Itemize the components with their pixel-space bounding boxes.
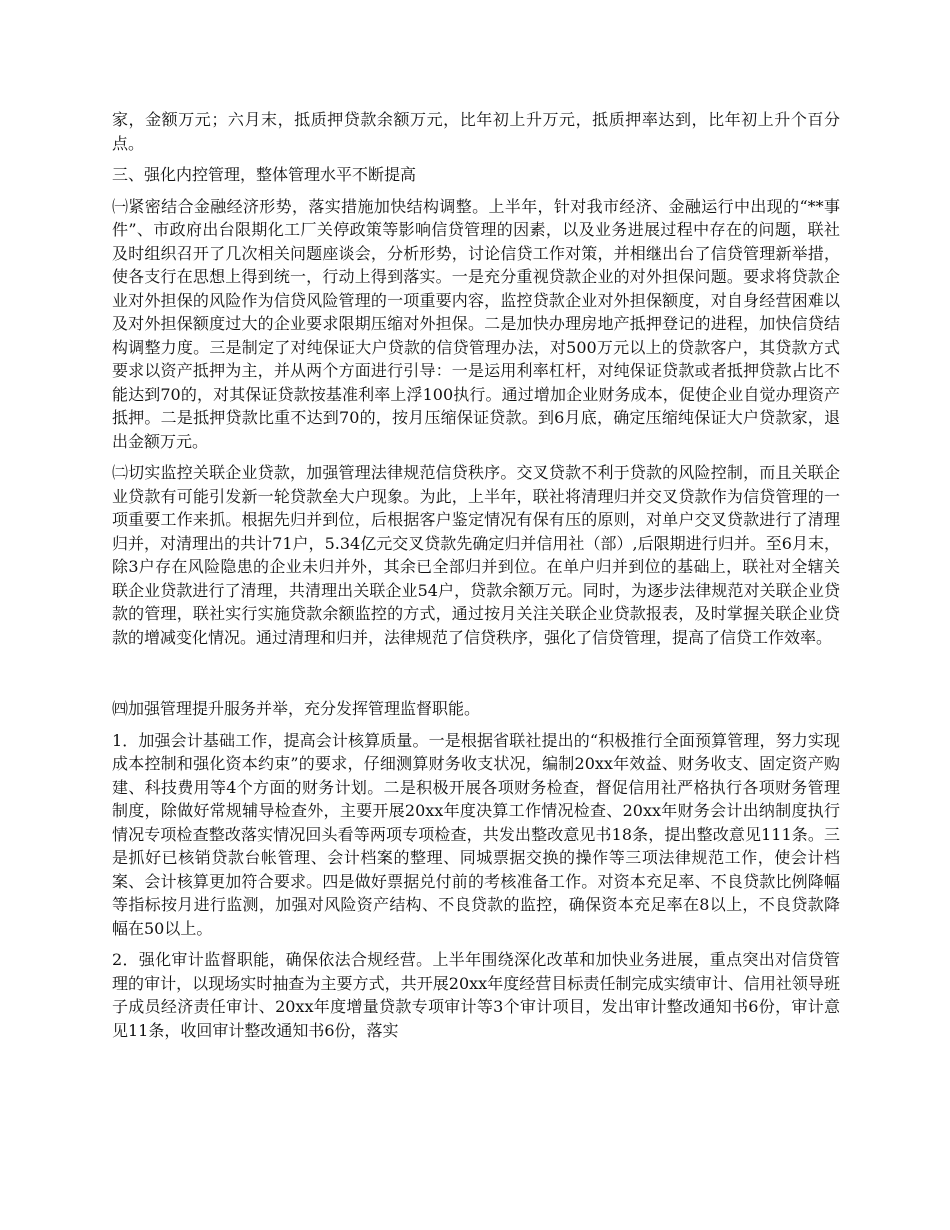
paragraph-structure-adjustment: ㈠紧密结合金融经济形势，落实措施加快结构调整。上半年，针对我市经济、金融运行中出现的“**事件”、市政府出台限期化工厂关停政策等影响信贷管理的因素，以及业务进展过程中存在的问题，联社及时组织召开了几次相关问题座谈会，分析形势，讨论信贷工作对策，并相继出台了信贷管理新举措，使各支行在思想上得到统一，行动上得到落实。一是充分重视贷款企业的对外担保问题。要求将贷款企业对外担保的风险作为信贷风险管理的一项重要内容，监控贷款企业对外担保额度，对自身经营困难以及对外担保额度过大的企业要求限期压缩对外担保。二是加快办理房地产抵押登记的进程，加快信贷结构调整力度。三是制定了对纯保证大户贷款的信贷管理办法，对500万元以上的贷款客户，其贷款方式要求以资产抵押为主，并从两个方面进行引导：一是运用利率杠杆，对纯保证贷款或者抵押贷款占比不能达到70的，对其保证贷款按基准利率上浮100执行。通过增加企业财务成本，促使企业自觉办理资产抵押。二是抵押贷款比重不达到70的，按月压缩保证贷款。到6月底，确定压缩纯保证大户贷款家，退出金额万元。 [112, 196, 840, 451]
document-page [112, 108, 840, 1050]
subsection-heading: ㈣加强管理提升服务并举，充分发挥管理监督职能。 [112, 699, 481, 718]
blank-spacer [112, 657, 840, 697]
paragraph-related-enterprise-loans: ㈡切实监控关联企业贷款，加强管理法律规范信贷秩序。交叉贷款不利于贷款的风险控制，而且关联企业贷款有可能引发新一轮贷款垒大户现象。为此，上半年，联社将清理归并交叉贷款作为信贷管理的一项重要工作来抓。根据先归并到位，后根据客户鉴定情况有保有压的原则，对单户交叉贷款进行了清理归并，对清理出的共计71户，5.34亿元交叉贷款先确定归并信用社（部）,后限期进行归并。至6月末，除3户存在风险隐患的企业未归并外，其余已全部归并到位。在单户归并到位的基础上，联社对全辖关联企业贷款进行了清理，共清理出关联企业54户，贷款余额万元。同时，为逐步法律规范对关联企业贷款的管理，联社实行实施贷款余额监控的方式，通过按月关注关联企业贷款报表，及时掌握关联企业贷款的增减变化情况。通过清理和归并，法律规范了信贷秩序，强化了信贷管理，提高了信贷工作效率。 [112, 463, 840, 647]
paragraph-audit: 2．强化审计监督职能，确保依法合规经营。上半年围绕深化改革和加快业务进展，重点突出对信贷管理的审计，以现场实时抽查为主要方式，共开展20xx年度经营目标责任制完成实绩审计、信用社领导班子成员经济责任审计、20xx年度增量贷款专项审计等3个审计项目，发出审计整改通知书6份，审计意见11条，收回审计整改通知书6份，落实 [112, 950, 840, 1040]
paragraph-continuation: 家，金额万元；六月末，抵质押贷款余额万元，比年初上升万元，抵质押率达到，比年初上升个百分点。 [112, 110, 840, 153]
section-heading: 三、强化内控管理，整体管理水平不断提高 [112, 165, 417, 184]
paragraph-accounting: 1．加强会计基础工作，提高会计核算质量。一是根据省联社提出的“积极推行全面预算管理，努力实现成本控制和强化资本约束”的要求，仔细测算财务收支状况，编制20xx年效益、财务收支、固定资产购建、科技费用等4个方面的财务计划。二是积极开展各项财务检查，督促信用社严格执行各项财务管理制度，除做好常规辅导检查外，主要开展20xx年度决算工作情况检查、20xx年财务会计出纳制度执行情况专项检查整改落实情况回头看等两项专项检查，共发出整改意见书18条，提出整改意见111条。三是抓好已核销贷款台帐管理、会计档案的整理、同城票据交换的操作等三项法律规范工作，使会计档案、会计核算更加符合要求。四是做好票据兑付前的考核准备工作。对资本充足率、不良贷款比例降幅等指标按月进行监测，加强对风险资产结构、不良贷款的监控，确保资本充足率在8以上，不良贷款降幅在50以上。 [112, 730, 840, 938]
